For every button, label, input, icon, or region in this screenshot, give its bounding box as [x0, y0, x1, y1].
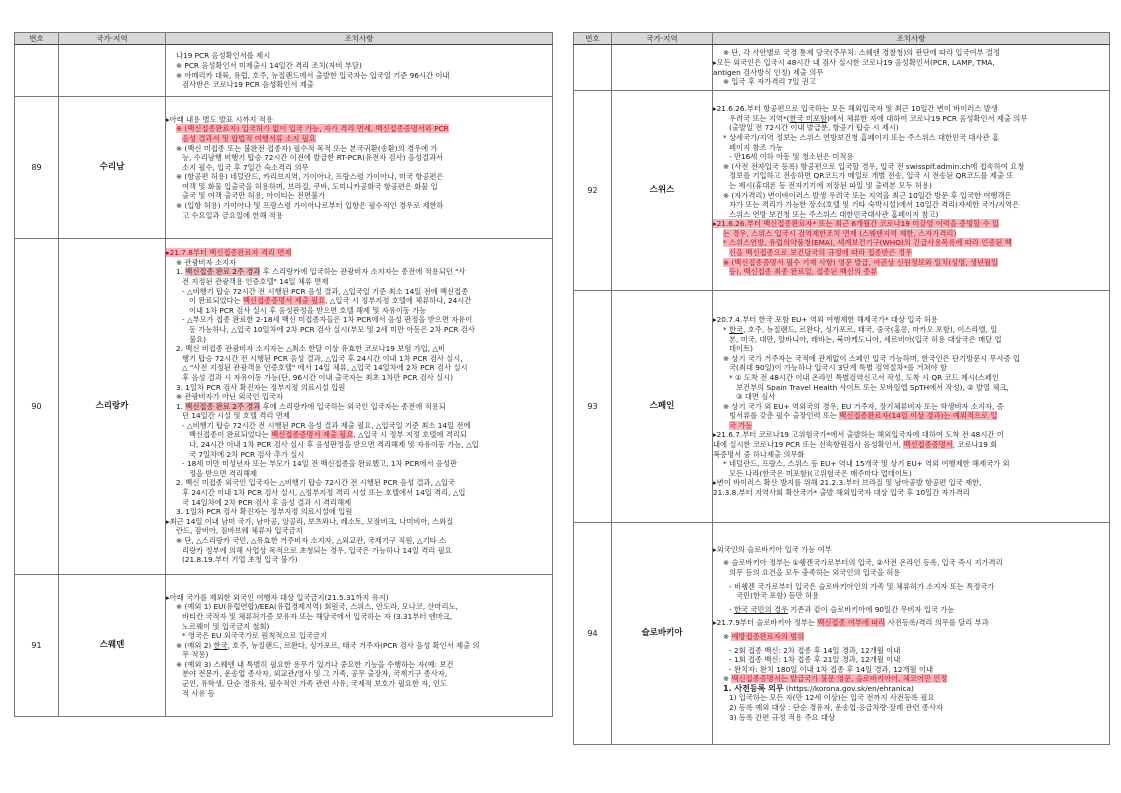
right-measures-table [573, 32, 1110, 745]
measures-91-continued-cell: ※ 단, 각 사안별로 국경 통제 당국(주무처: 스웨덴 경찰청)의 판단에 따라 입국여부 결정 ▸모든 외국인은 입국시 48시간 내 검사 실시한 코로나19 음성확인서(PCR, LAMP, TMA, antigen 검사방식 인정) 제출 의무 ※ 입국 후 자가격리 7일 권고 [713, 45, 1110, 91]
country-name: 슬로바키아 [612, 523, 713, 745]
row-88-continued [15, 45, 553, 97]
row-number: 89 [15, 97, 59, 239]
country-name: 스페인 [612, 291, 713, 523]
left-measures-table [14, 32, 553, 717]
header-measures: 조치사항 [166, 33, 553, 45]
measures-93-cell: ▸20.7.4.부터 한국 포함 EU+ 역외 여행제한 해제국가* 대상 입국 허용 * 한국, 호주, 뉴질랜드, 르완다, 싱가포르, 태국, 중국(홍콩, 마카오 포함), 이스라엘, 일 본, 미국, 대만, 알바니아, 레바논, 북마케도니아, 세르비아(입국 허용 대상국은 매달 업 데이트) ※ 상기 국가 거주자는 국적에 관계없이 스페인 입국 가능하며, 한국인은 단기방문시 무사증 입 국(최대 90일)이 가능하나 입국시 3단계 특별 검역절차*를 거쳐야 함 * ① 도착 전 48시간 이내 온라인 특별검역신고서 작성, 도착 시 QR 코드 제시(스페인 보건부의 Spain Travel Health 사이트 또는 모바일앱 SpTH에서 작성), ② 발열 체크, ③ 대면 심사 ※ 상기 국가 외 EU+ 역외국의 경우, EU 거주자, 장기체류비자 또는 학생비자 소지자, 증 빙서류를 갖춘 필수 출장인력 또는 백신접종완료자(14일 이상 경과)는 예외적으로 입 국 가능 ▸21.6.7.부터 코로나19 고위험국가*에서 출발하는 해외입국자에 대하여 도착 전 48시간 이 내에 실시한 코로나19 PCR 또는 신속항원검사 음성확인서, 백신접종증명서, 코로나19 회 복증명서 중 하나제출 의무화 * 네덜란드, 프랑스, 스위스 등 EU+ 역내 15개국 및 상기 EU+ 역외 여행제한 해제국가 외 모든 나라(한국은 미포함)(고위험국은 매주마다 업데이트) ▸변이 바이러스 확산 방지를 위해 21.2.3.부터 브라질 및 남아공발 항공편 입국 제한, 21.3.8.부터 지역사회 확산국가* 출발 해외입국자 대상 입국 후 10일간 자가격리 [713, 291, 1110, 523]
row-94 [574, 523, 1110, 745]
left-header-row [15, 33, 553, 45]
measures-90-cell: ▸21.7.8부터 백신접종완료자 격리 면제 ※ 관광비자 소지자 1. 백신접종 완료 2주 경과 후 스리랑카에 입국하는 관광비자 소지자는 종전에 적용되던 "사 전 지정된 관광객용 인증호텔" 14일 체류 면제 - △비행기 탑승 72시간 전 시행된 PCR 음성 결과, △입국일 기준 최소 14일 전에 백신접종 이 완료되었다는 백신접종증명서 제출 필요, △입국 시 정부지정 호텔에 체류하나, 24시간 이내 1차 PCR 검사 실시 후 음성판정을 받으면 호텔 해제 및 자유이동 가능 - △부모가 접종 완료한 2-18세 백신 미접종자들은 1차 PCR에서 음성 판정을 받으면 자유이 동 가능하나, △입국 10일차에 2차 PCR 검사 실시(부모 및 2세 미만 아동은 2차 PCR 검사 불요) 2. 백신 비접종 관광비자 소지자는 △최소 한달 이상 유효한 코로나19 보험 가입, △비 행기 탑승 72시간 전 시행된 PCR 음성 결과, △입국 후 24시간 이내 1차 PCR 검사 실시, △ "사전 지정된 관광객용 인증호텔" 에서 14일 체류, △입국 14일차에 2차 PCR 검사 실시 후 음성 결과 시 자유이동 가능(단, 96시간 이내 출국자는 최초 1차만 PCR 검사 실시) 3. 1일차 PCR 검사 확진자는 정부지정 의료시설 입원 ※ 관광비자가 아닌 외국인 입국자 1. 백신접종 완료 2주 경과 후에 스리랑카에 입국하는 외국인 입국자는 종전에 적용되 던 14일간 시설 및 호텔 격리 면제 - △비행기 탑승 72시간 전 시행된 PCR 음성 결과 제출 필요, △입국일 기준 최소 14일 전에 백신접종이 완료되었다는 백신접종증명서 제출 필요, △입국 시 정부 지정 호텔에 격리되 나, 24시간 이내 1차 PCR 검사 실시 후 음성판정을 받으면 격리해제 및 자유이동 가능, △입 국 7일차에 2차 PCR 검사 추가 실시 - 18세 미만 미성년자 또는 부모가 14일 전 백신접종을 완료했고, 1차 PCR에서 음성판 정을 받으면 격리해제 2. 백신 미접종 외국인 입국자는 △비행기 탑승 72시간 전 시행된 PCR 음성 결과, △입국 후 24시간 이내 1차 PCR 검사 실시, △정부지정 격리 시설 또는 호텔에서 14일 격리, △입 국 14일차에 2차 PCR 검사 후 음성 결과 시 격리해제 3. 1일차 PCR 검사 확진자는 정부지정 의료시설에 입원 ▸최근 14일 이내 남미 국가, 남아공, 앙골라, 보츠와나, 레소토, 모잠비크, 나미비아, 스와질 란드, 잠비아, 짐바브웨 체류자 입국금지 ※ 단, △스리랑카 국민, △유효한 거주비자 소지자, △외교관, 국제기구 직원, △기타 스 리랑카 정부에 의해 사업상 목적으로 초청되는 경우, 입국은 가능하나 14일 격리 필요 (21.8.19.부터 기업 초청 입국 불가) [166, 239, 553, 575]
country-name: 스웨덴 [59, 575, 166, 717]
country-name: 스위스 [612, 91, 713, 291]
row-number: 92 [574, 91, 612, 291]
row-93 [574, 291, 1110, 523]
row-90 [15, 239, 553, 575]
row-91-continued [574, 45, 1110, 91]
header-measures: 조치사항 [713, 33, 1110, 45]
right-header-row [574, 33, 1110, 45]
row-number: 90 [15, 239, 59, 575]
header-number: 번호 [15, 33, 59, 45]
measures-91-cell: ▸아래 국가를 제외한 외국인 여행자 대상 입국금지(21.5.31까지 유지) ※ (예외 1) EU(유럽연합)/EEA(유럽경제지역) 회원국, 스위스, 안도라, 모나코, 산마리노, 바티칸 국적자 및 체류허가증 보유자 또는 해당국에서 입국하는 자 (3.31부터 덴마크, 노르웨이 및 입국금지 철회) * 영국은 EU 외국국가로 원칙적으로 입국금지 ※ (예외 2) 한국, 호주, 뉴질랜드, 르완다, 싱가포르, 태국 거주자(PCR 검사 음성 확인서 제출 의 무 적용) ※ (예외 3) 스웨덴 내 특별히 필요한 용무가 있거나 중요한 기능을 수행하는 자(예: 보건 분야 전문가, 운송업 종사자, 외교관/영사 및 그 가족, 공무 출장자, 국제기구 종사자, 군인, 유학생, 단순 경유자, 필수적인 가족 관련 사유, 국제적 보호가 필요한 자, 인도 적 사유 등 [166, 575, 553, 717]
row-number: 94 [574, 523, 612, 745]
measures-94-cell: ▸외국인의 슬로바키아 입국 가능 여부 ※ 슬로바키아 정부는 ①쉥겐국가로부터의 입국, ②사전 온라인 등록, 입국 즉시 지가격리 의무 등의 요건을 모두 충족하는 외국인의 입국을 허용 - 비쉥겐 국가로부터 입국은 슬로바키아인의 가족 및 체류허가 소지자 또는 특정국가 국민(한국 포함) 등만 허용 - 한국 국민의 경우 기존과 같이 슬로바키아에 90일간 무비자 입국 가능 ▸21.7.9부터 슬로바키아 정부는 백신접종 여부에 따라 사전등록/격리 의무를 달리 부과 ※ 예방접종완료자의 범위 - 2회 접종 백신: 2차 접종 후 14일 경과, 12개월 이내 - 1회 접종 백신: 1차 접종 후 21일 경과, 12개월 이내 - 완치자: 완치 180일 이내 1차 접종 후 14일 경과, 12개월 이내 ※ 백신접종증명서는 발급국가 불문 영문, 슬로바키아어, 체코어만 인정 1. 사전등록 의무 (https://korona.gov.sk/en/ehranica) 1) 입국하는 모든 자(만 12세 이상)는 입국 전까지 사전등록 필요 2) 등록 예외 대상 : 단순 경유자, 운송업·응급차량·장례 관련 종사자 3) 등록 간편 규정 적용 주요 대상 [713, 523, 1110, 745]
row-number: 91 [15, 575, 59, 717]
row-number: 93 [574, 291, 612, 523]
measures-89-cell: ▸아래 내용 별도 발표 시까지 적용 ※ (백신접종완료자) 입국허가 없이 입국 가능, 자가 격리 면제, 백신접종증명서와 PCR 음성 결과서 및 합법적 여행서류 소지 필요 ※ (백신 미접종 또는 불완전 접종자) 필수적 목적 또는 본국귀환(송환)의 경우에 가 능, 수리남행 비행기 탑승 72시간 이전에 발급한 RT-PCR(유전자 검사) 음성결과서 소지 필수, 입국 후 7일간 숙소격리 의무 ※ (항공편 허용) 네덜란드, 카리브지역, 가이아나, 프랑스령 가이아나, 미국 항공편은 여객 및 화물 입출국을 허용하며, 브라질, 쿠바, 도미니카공화국 항공편은 화물 입 출국 및 여객 출국만 허용, 아이티는 전면불가 ※ (입항 허용) 가이아나 및 프랑스령 가이아나로부터 입항은 필수적인 경우로 제한하 고 수요일과 금요일에 한해 적용 [166, 97, 553, 239]
row-89 [15, 97, 553, 239]
header-region: 국가·지역 [612, 33, 713, 45]
measures-92-cell: ▸21.6.26.부터 항공편으로 입국하는 모든 해외입국자 및 최근 10일간 변이 바이러스 발생 우려국 또는 지역*(한국 미포함)에서 체류한 자에 대하여 코로나19 PCR 음성확인서 제출 의무 (출발일 전 72시간 이내 발급분, 항공기 탑승 시 제시) * 상세국가/지역 정보는 스위스 연방보건청 홈페이지 또는 주스위스 대한민국 대사관 홈 페이지 참조 가능 - 만16세 이하 아동 및 청소년은 미적용 ※ (사전 전자입국 등록) 항공편으로 입국할 경우, 입국 전 swissplf.admin.ch에 접속하여 요청 정보를 기입하고 전송하면 QR코드가 메일로 개별 전송, 입국 시 전송된 QR코드를 제출 또 는 제시(휴대폰 등 전자기기에 저장된 파일 및 출력본 모두 허용) ※ (자가격리) 변이바이러스 발생 우려국 또는 지역을 최근 10일간 방문 후 입국한 여행객은 자가 또는 격리가 가능한 장소(호텔 및 기타 숙박시설)에서 10일간 격리(자세한 국가/지역은 스위스 연방 보건청 또는 주스위스 대한민국대사관 홈페이지 참고) ▸21.6.26.부터 백신접종완료자* 또는 최근 6개월간 코로나19 미감염 이력을 증빙할 수 있 는 경우, 스위스 입국시 검역제한조치 면제 (스웨덴지역 제한, 스자가격리) * 스위스연방, 유럽의약품청(EMA), 세계보건기구(WHO)의 긴급사용목록에 따라 인증된 백 신을 백신접종으로 보건당국의 규정에 따라 접종받은 경우 ※ (백신접종증명서 필수 기재 사항) 영문 발급, 여권상 신원정보와 일치(성명, 생년월일 등), 백신접종 최종 완료일, 접종된 백신의 종류 [713, 91, 1110, 291]
header-number: 번호 [574, 33, 612, 45]
registration-link[interactable]: (https://korona.gov.sk/en/ehranica) [783, 683, 914, 693]
row-91 [15, 575, 553, 717]
section-title: 1. 사전등록 의무 [723, 683, 784, 693]
header-region: 국가·지역 [59, 33, 166, 45]
measures-88-cell: 나19 PCR 음성확인서를 제시 ※ PCR 음성확인서 미제출시 14일간 격리 조치(자비 부담) ※ 아메리카 대륙, 유럽, 호주, 뉴질랜드에서 출발한 입국자는 입국일 기준 96시간 이내 검사받은 코로나19 PCR 음성확인서 제출 [166, 45, 553, 97]
country-name: 스리랑카 [59, 239, 166, 575]
row-92 [574, 91, 1110, 291]
country-name: 수리남 [59, 97, 166, 239]
